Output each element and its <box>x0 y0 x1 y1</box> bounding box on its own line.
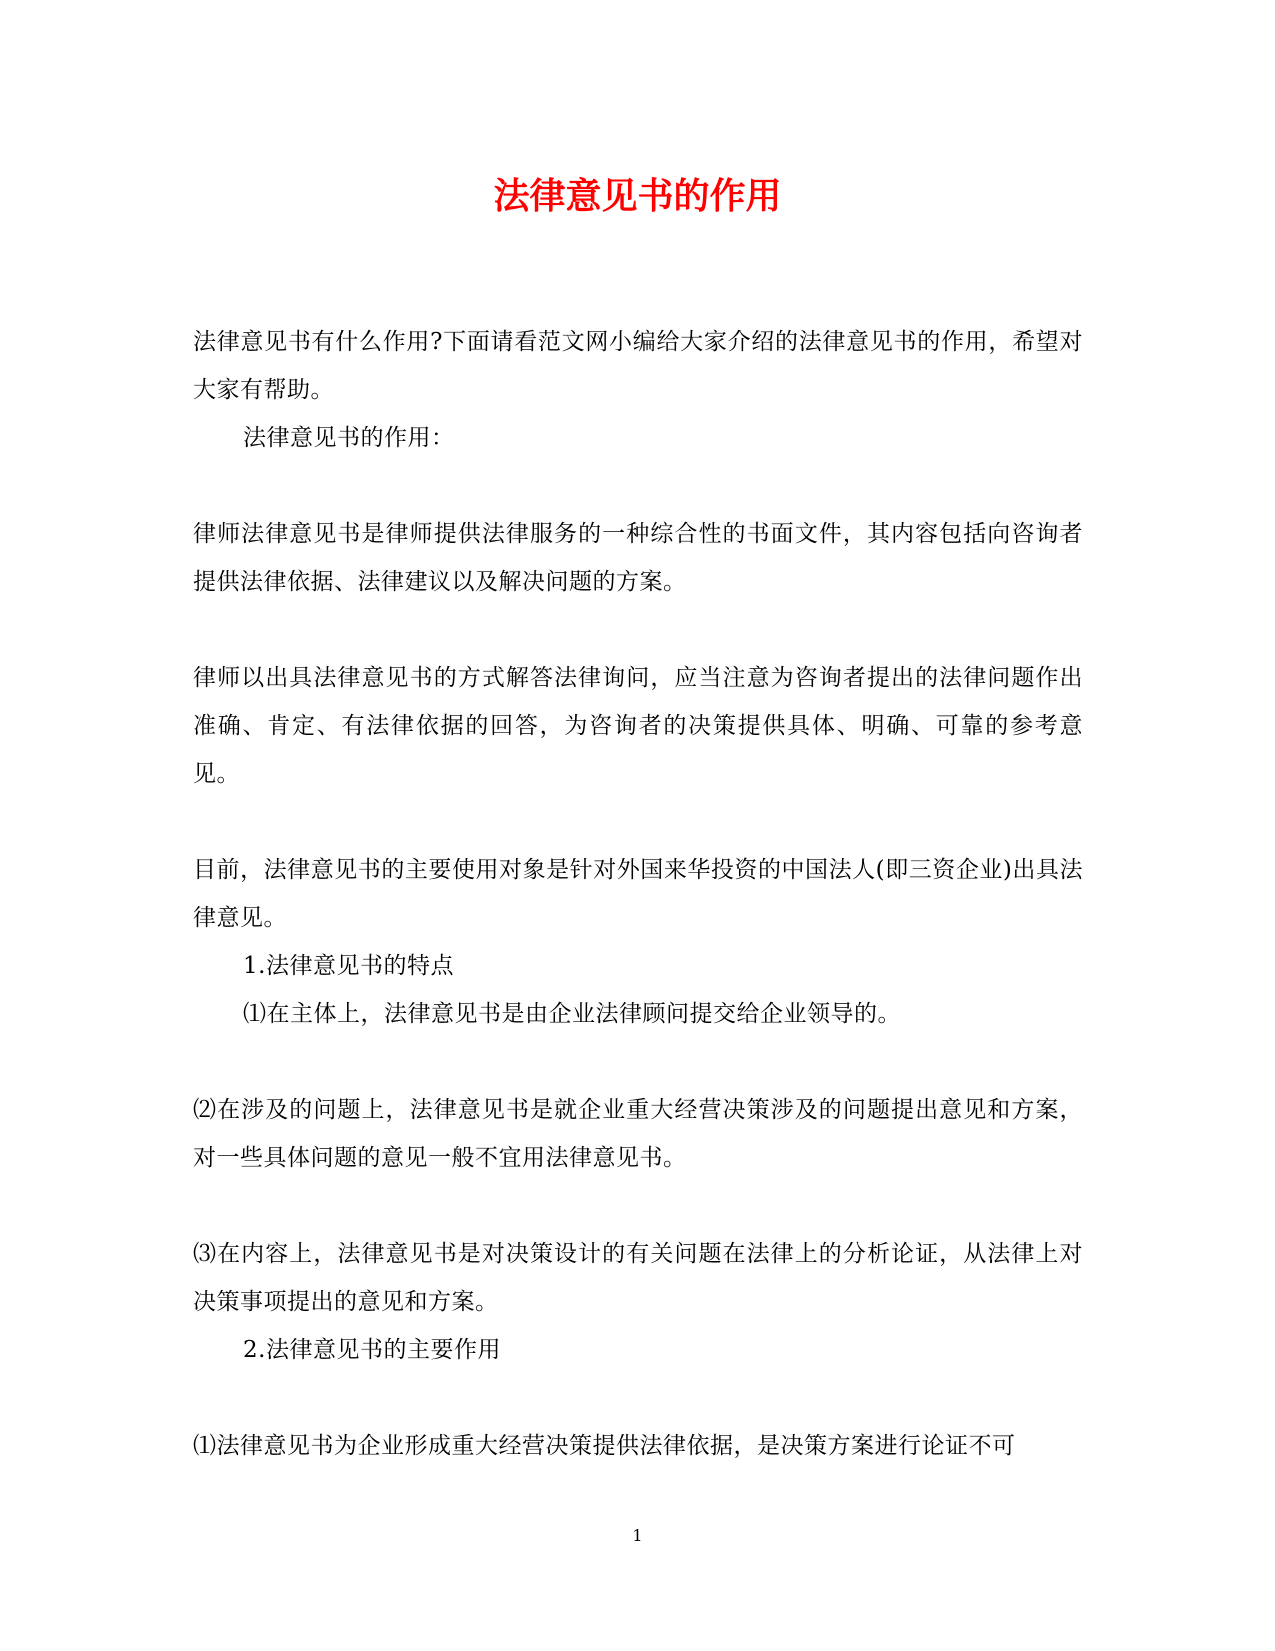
page-number: 1 <box>632 1526 643 1545</box>
paragraph-definition: 律师法律意见书是律师提供法律服务的一种综合性的书面文件，其内容包括向咨询者提供法律依据、法律建议以及解决问题的方案。 <box>193 521 1083 595</box>
paragraph-heading-features: 1.法律意见书的特点 <box>243 953 454 979</box>
paragraph-feature-2: ⑵在涉及的问题上，法律意见书是就企业重大经营决策涉及的问题提出意见和方案，对一些具体问题的意见一般不宜用法律意见书。 <box>193 1097 1083 1171</box>
paragraph-current-use: 目前，法律意见书的主要使用对象是针对外国来华投资的中国法人(即三资企业)出具法律意见。 <box>193 857 1083 931</box>
document-title: 法律意见书的作用 <box>493 175 782 217</box>
paragraph-role-1: ⑴法律意见书为企业形成重大经营决策提供法律依据，是决策方案进行论证不可 <box>193 1433 1016 1459</box>
paragraph-heading-roles: 2.法律意见书的主要作用 <box>243 1337 501 1363</box>
paragraph-lawyer-answer: 律师以出具法律意见书的方式解答法律询问，应当注意为咨询者提出的法律问题作出准确、肯定、有法律依据的回答，为咨询者的决策提供具体、明确、可靠的参考意见。 <box>193 665 1083 787</box>
paragraph-intro: 法律意见书有什么作用?下面请看范文网小编给大家介绍的法律意见书的作用，希望对大家有帮助。 <box>193 329 1083 403</box>
paragraph-section-heading: 法律意见书的作用： <box>243 425 455 451</box>
paragraph-feature-1: ⑴在主体上，法律意见书是由企业法律顾问提交给企业领导的。 <box>243 1001 901 1027</box>
paragraph-feature-3: ⑶在内容上，法律意见书是对决策设计的有关问题在法律上的分析论证，从法律上对决策事项提出的意见和方案。 <box>193 1241 1083 1315</box>
